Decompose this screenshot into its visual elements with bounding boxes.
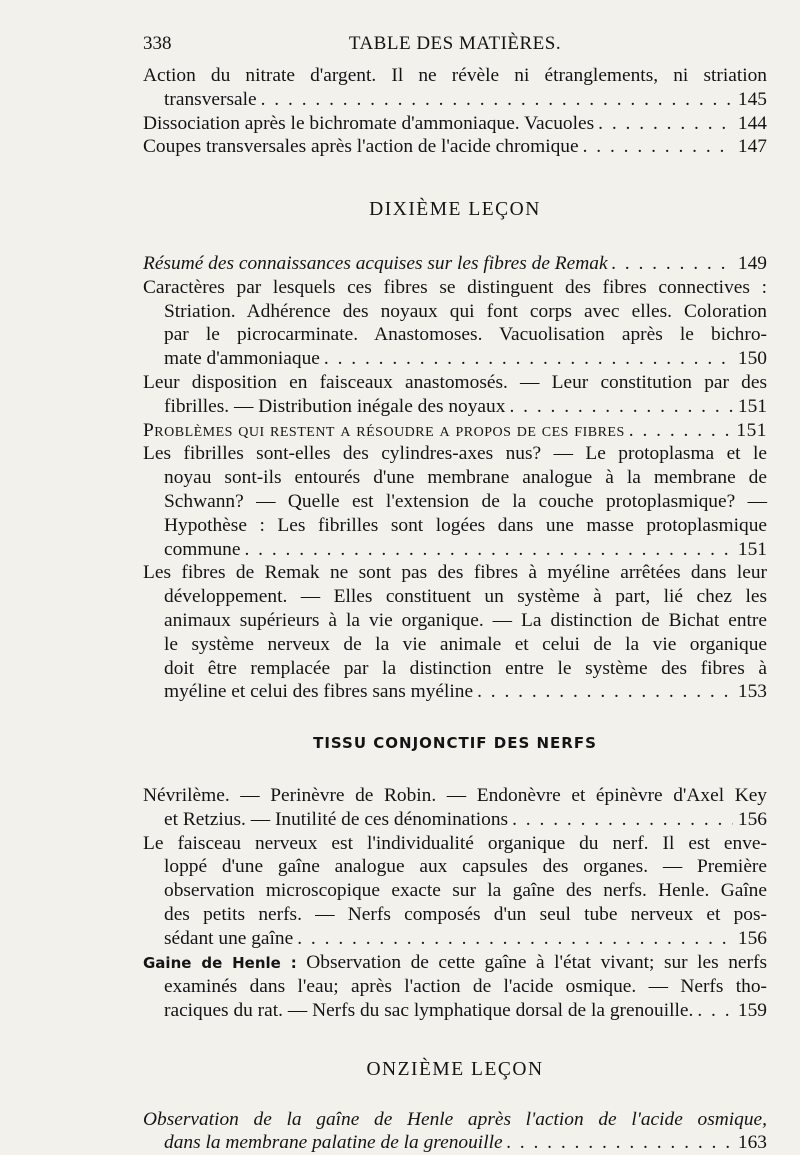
entry-text: noyau sont-ils entourés d'une membrane analogue à la membrane de [164, 467, 767, 489]
entry-text: Observation de la gaîne de Henle après l'action de l'acide osmique, [143, 1108, 767, 1130]
entry-text: observation microscopique exacte sur la gaîne des nerfs. Henle. Gaîne [164, 880, 767, 902]
dot-leader [477, 680, 733, 704]
dot-leader [629, 419, 733, 443]
dot-leader [583, 135, 733, 159]
dot-leader [598, 112, 733, 136]
page-title: TABLE DES MATIÈRES. [348, 33, 562, 54]
toc-block-3 [143, 784, 767, 1023]
lecture-heading-dixieme: DIXIÈME LEÇON [369, 199, 541, 221]
entry-page-number: 153 [737, 681, 767, 703]
toc-block-4 [143, 1108, 767, 1155]
toc-entry[interactable] [143, 112, 767, 136]
toc-entry[interactable] [143, 371, 767, 419]
dot-leader [244, 538, 733, 562]
entry-text: Névrilème. — Perinèvre de Robin. — Endonèvre et épinèvre d'Axel Key [143, 784, 767, 806]
entry-text: loppé d'une gaîne analogue aux capsules des organes. — Première [164, 856, 767, 878]
section-heading-tissu: TISSU CONJONCTIF DES NERFS [313, 734, 597, 753]
entry-text: Coupes transversales après l'action de l'acide chromique [143, 136, 579, 158]
entry-text: Striation. Adhérence des noyaux qui font corps avec elles. Coloration [164, 300, 767, 322]
entry-page-number: 159 [737, 1000, 767, 1022]
entry-text: raciques du rat. — Nerfs du sac lymphatique dorsal de la grenouille. [164, 1000, 694, 1022]
entry-text: sédant une gaîne [164, 927, 294, 949]
entry-text: et Retzius. — Inutilité de ces dénominations [164, 808, 509, 830]
page-header [143, 30, 767, 64]
toc-entry[interactable] [143, 1108, 767, 1155]
entry-page-number: 151 [737, 395, 767, 417]
toc-entry[interactable] [143, 64, 767, 112]
entry-text: fibrilles. — Distribution inégale des noyaux [164, 395, 506, 417]
page-number: 338 [143, 33, 172, 54]
entry-text: Résumé des connaissances acquises sur les fibres de Remak [143, 252, 608, 274]
entry-text: commune [164, 538, 241, 560]
entry-text: Hypothèse : Les fibrilles sont logées dans une masse protoplasmique [164, 514, 767, 536]
entry-text: mate d'ammoniaque [164, 348, 320, 370]
entry-text: Les fibres de Remak ne sont pas des fibres à myéline arrêtées dans leur [143, 562, 767, 584]
dot-leader [697, 999, 733, 1023]
entry-page-number: 149 [737, 252, 767, 274]
toc-entry[interactable] [143, 951, 767, 1023]
toc-entry[interactable] [143, 442, 767, 561]
toc-entry[interactable] [143, 561, 767, 704]
dot-leader [509, 395, 733, 419]
toc-entry[interactable] [143, 135, 767, 159]
entry-lead: Gaine de Henle : [143, 953, 297, 972]
toc-entry[interactable] [143, 276, 767, 371]
entry-text: par le picrocarminate. Anastomoses. Vacuolisation après le bichro- [164, 324, 767, 346]
entry-page-number: 163 [737, 1132, 767, 1154]
entry-page-number: 147 [737, 136, 767, 158]
entry-page-number: 156 [737, 808, 767, 830]
entry-text: Caractères par lesquels ces fibres se distinguent des fibres connectives : [143, 276, 767, 298]
entry-page-number: 145 [737, 88, 767, 110]
toc-block-1 [143, 64, 767, 159]
entry-text: dans la membrane palatine de la grenouille [164, 1132, 503, 1154]
toc-entry[interactable] [143, 419, 767, 443]
entry-text: Le faisceau nerveux est l'individualité organique du nerf. Il est enve- [143, 832, 767, 854]
entry-text: développement. — Elles constituent un système à part, lié chez les [164, 586, 767, 608]
entry-page-number: 156 [737, 927, 767, 949]
entry-page-number: 151 [737, 538, 767, 560]
lecture-heading-onzieme: ONZIÈME LEÇON [366, 1058, 544, 1080]
entry-text: Observation de cette gaîne à l'état vivant; sur les nerfs [296, 951, 767, 973]
entry-text: Schwann? — Quelle est l'extension de la couche protoplasmique? — [164, 490, 767, 512]
entry-text: Dissociation après le bichromate d'ammoniaque. Vacuoles [143, 112, 595, 134]
dot-leader [261, 88, 733, 112]
entry-text: Problèmes qui restent a résoudre a propos de ces fibres [143, 419, 625, 441]
toc-entry[interactable] [143, 784, 767, 832]
toc-entry[interactable] [143, 252, 767, 276]
entry-text: transversale [164, 88, 257, 110]
toc-entry[interactable] [143, 832, 767, 951]
entry-page-number: 144 [737, 112, 767, 134]
entry-text: doit être remplacée par la distinction entre le système des fibres à [164, 657, 767, 679]
entry-page-number: 151 [736, 419, 767, 441]
toc-page [143, 30, 767, 1155]
dot-leader [297, 927, 733, 951]
entry-text: le système nerveux de la vie animale et celui de la vie organique [164, 633, 767, 655]
entry-text: animaux supérieurs à la vie organique. — La distinction de Bichat entre [164, 609, 767, 631]
entry-text: examinés dans l'eau; après l'action de l'acide osmique. — Nerfs tho- [164, 976, 767, 998]
dot-leader [512, 808, 733, 832]
dot-leader [324, 347, 733, 371]
entry-page-number: 150 [737, 348, 767, 370]
dot-leader [612, 252, 733, 276]
toc-block-2 [143, 252, 767, 704]
dot-leader [507, 1131, 733, 1155]
entry-text: Les fibrilles sont-elles des cylindres-axes nus? — Le protoplasma et le [143, 443, 767, 465]
entry-text: des petits nerfs. — Nerfs composés d'un seul tube nerveux et pos- [164, 903, 767, 925]
entry-text: Action du nitrate d'argent. Il ne révèle ni étranglements, ni striation [143, 65, 767, 86]
entry-text: myéline et celui des fibres sans myéline [164, 681, 474, 703]
entry-text: Leur disposition en faisceaux anastomosés. — Leur constitution par des [143, 371, 767, 393]
